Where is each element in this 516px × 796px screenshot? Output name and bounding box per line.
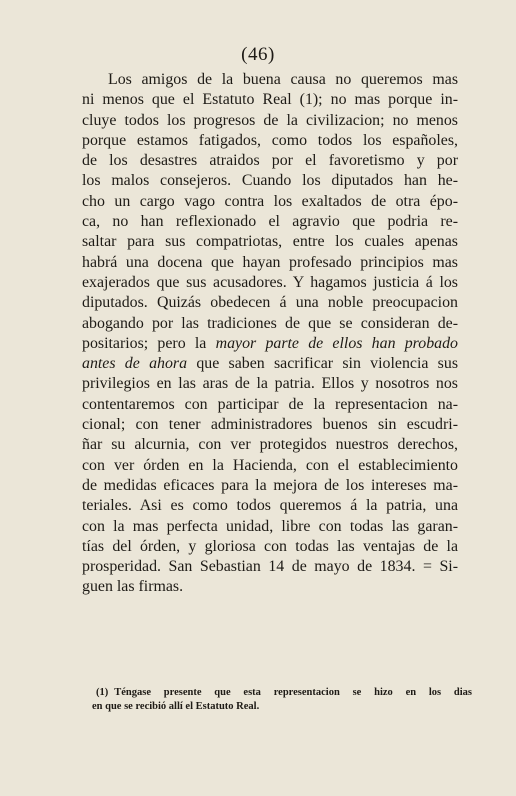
text-line: teriales. Asi es como todos queremos á la patria, una bbox=[82, 497, 458, 515]
text-fragment: positarios; pero la bbox=[82, 334, 207, 352]
text-line: contentaremos con participar de la representacion na- bbox=[82, 395, 458, 413]
text-line: diputados. Quizás obedecen á una noble preocupacion bbox=[82, 294, 458, 312]
footnote bbox=[92, 686, 472, 714]
text-line: abogando por las tradiciones de que se consideran de- bbox=[82, 314, 458, 332]
italic-phrase: antes de ahora bbox=[82, 355, 188, 373]
footnote-line bbox=[92, 686, 472, 700]
text-line: los malos consejeros. Cuando los diputados han he- bbox=[82, 172, 458, 190]
text-line: tías del órden, y gloriosa con todas las ventajas de la bbox=[82, 537, 458, 555]
main-paragraph bbox=[82, 70, 458, 598]
text-line: con la mas perfecta unidad, libre con todas las garan- bbox=[82, 517, 458, 535]
text-line: cho un cargo vago contra los exaltados de otra épo- bbox=[82, 192, 458, 210]
text-fragment: que saben sacrificar sin violencia sus bbox=[196, 355, 458, 373]
text-line: Los amigos de la buena causa no queremos mas bbox=[108, 71, 458, 88]
text-line: cional; con tener administradores buenos sin escudri- bbox=[82, 416, 458, 434]
text-line: habrá una docena que hayan profesado principios mas bbox=[82, 253, 458, 271]
text-line: exajerados que sus acusadores. Y hagamos justicia á los bbox=[82, 273, 458, 291]
text-line: ñar su alcurnia, con ver protegidos nuestros derechos, bbox=[82, 436, 458, 454]
text-line: de los desastres atraidos por el favoretismo y por bbox=[82, 152, 458, 170]
text-line: cluye todos los progresos de la civilizacion; no menos bbox=[82, 111, 458, 129]
text-line: ca, no han reflexionado el agravio que podria re- bbox=[82, 213, 458, 231]
text-line: porque estamos fatigados, como todos los españoles, bbox=[82, 131, 458, 149]
text-line: prosperidad. San Sebastian 14 de mayo de 1834. = Si- bbox=[82, 558, 458, 576]
footnote-text: Téngase presente que esta representacion se hizo en los dias bbox=[114, 687, 472, 698]
text-line-mixed bbox=[82, 354, 458, 374]
page-number: (46) bbox=[241, 44, 275, 65]
text-line: saltar para sus compatriotas, entre los cuales apenas bbox=[82, 233, 458, 251]
text-line: ni menos que el Estatuto Real (1); no mas porque in- bbox=[82, 91, 458, 109]
footnote-marker: (1) bbox=[96, 687, 109, 698]
text-line: con ver órden en la Hacienda, con el establecimiento bbox=[82, 456, 458, 474]
italic-phrase: mayor parte de ellos han probado bbox=[215, 334, 459, 352]
text-line: privilegios en las aras de la patria. Ellos y nosotros nos bbox=[82, 375, 458, 393]
text-line: de medidas eficaces para la mejora de los intereses ma- bbox=[82, 476, 458, 494]
footnote-line: en que se recibió allí el Estatuto Real. bbox=[92, 701, 260, 712]
text-line: guen las firmas. bbox=[82, 578, 184, 596]
text-line-mixed bbox=[82, 334, 458, 354]
